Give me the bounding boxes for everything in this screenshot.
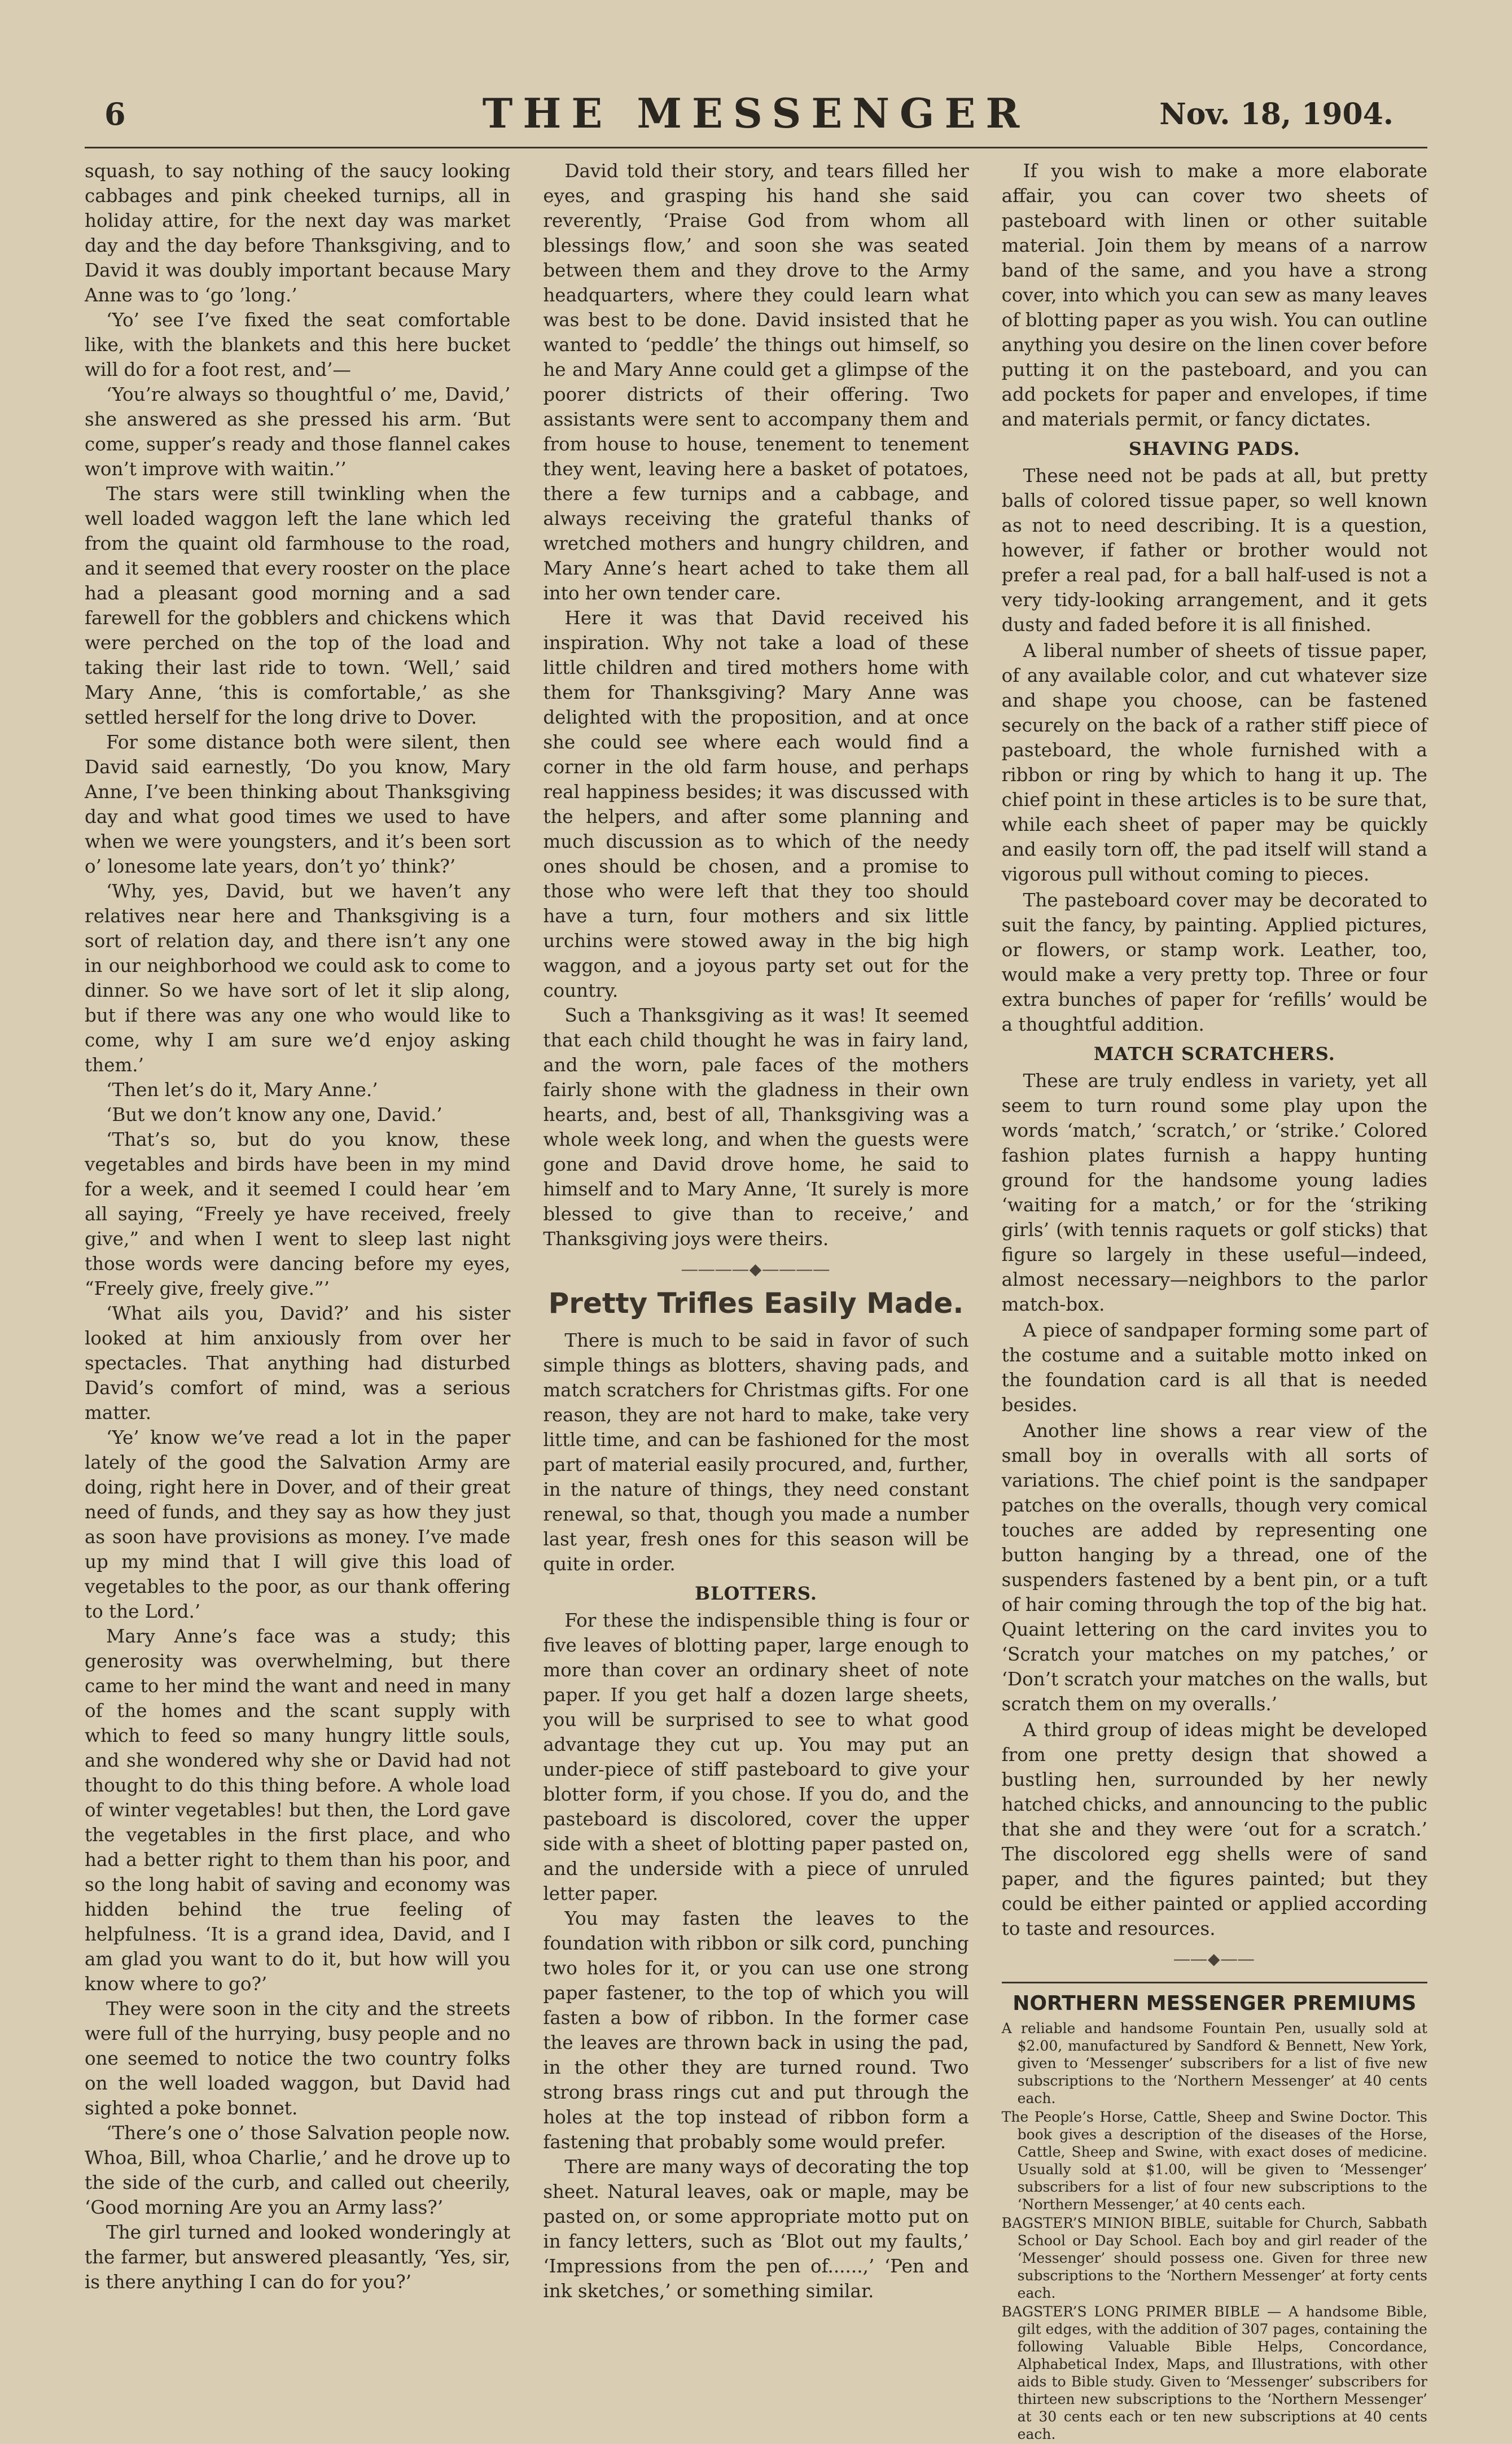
story-paragraph: ‘What ails you, David?’ and his sister looked at him anxiously from over her spectacles. That anything had disturbed David’s comfort of mind, was a serious matter. [85,1303,511,1424]
article-paragraph: A liberal number of sheets of tissue paper, of any available color, and cut whatever size and shape you choose, can be fastened securely on the back of a rather stiff piece of pasteboard, the whole furnished with a ribbon or ring by which to hang it up. The chief point in these articles is to be sure that, while each sheet of paper may be quickly and easily torn off, the pad itself will stand a vigorous pull without coming to pieces. [1001,640,1427,885]
article-paragraph: Another line shows a rear view of the small boy in overalls with all sorts of variations. The chief point is the sandpaper patches on the overalls, though very comical touches are added by representing one button hanging by a thread, one of the suspenders fastened by a bent pin, or a tuft of hair coming through the top of the big hat. Quaint lettering on the card invites you to ‘Scratch your matches on my patches,’ or ‘Don’t scratch your matches on the walls, but scratch them on my overalls.’ [1001,1420,1427,1715]
story-paragraph: ‘But we don’t know any one, David.’ [106,1104,442,1125]
story-paragraph: They were soon in the city and the streets were full of the hurrying, busy people and no one seemed to notice the two country folks on the well loaded waggon, but David had sighted a poke bonnet. [85,1998,511,2119]
article-paragraph: There are many ways of decorating the top sheet. Natural leaves, oak or maple, may be pasted on, or some appropriate motto put on in fancy letters, such as ‘Blot out my faults,’ ‘Impressions from the pen of......,’ ‘Pen and ink sketches,’ or something similar. [543,2156,969,2302]
section-divider-ornament: ――――◆―――― [681,1260,831,1278]
article-paragraph: These are truly endless in variety, yet all seem to turn round some play upon the words ‘match,’ ‘scratch,’ or ‘strike.’ Colored fashion plates furnish a happy hunting ground for the handsome young ladies ‘waiting for a match,’ or for the ‘striking girls’ (with tennis raquets or golf sticks) that figure so largely in these useful—indeed, almost necessary—neighbors to the parlor match-box. [1001,1070,1427,1315]
article-title: Pretty Trifles Easily Made. [548,1287,964,1320]
story-paragraph: ‘Then let’s do it, Mary Anne.’ [106,1079,378,1101]
story-paragraph: ‘Why, yes, David, but we haven’t any relatives near here and Thanksgiving is a sort of relation day, and there isn’t any one in our neighborhood we could ask to come to dinner. So we have sort of let it slip along, but if there was any one who would like to come, why I am sure we’d enjoy asking them.’ [85,881,511,1076]
article-paragraph: These need not be pads at all, but pretty balls of colored tissue paper, so well known as not to need describing. It is a question, however, if father or brother would not prefer a real pad, for a ball half-used is not a very tidy-looking arrangement, and it gets dusty and faded before it is all finished. [1001,465,1427,636]
premium-item: BAGSTER’S LONG PRIMER BIBLE — A handsome Bible, gilt edges, with the addition of 307 pages, containing the following Valuable Bible Helps, Concordance, Alphabetical Index, Maps, and Illustrations, with other aids to Bible study. Given to ‘Messenger’ subscribers for thirteen new subscriptions to the ‘Northern Messenger’ at 30 cents each or ten new subscriptions at 40 cents each. [1001,2303,1427,2442]
article-paragraph: For these the indispensible thing is four or five leaves of blotting paper, large enough to more than cover an ordinary sheet of note paper. If you get half a dozen large sheets, you will be surprised to see to what good advantage they cut up. You may put an under-piece of stiff pasteboard to give your blotter form, if you chose. If you do, and the pasteboard is discolored, cover the upper side with a sheet of blotting paper pasted on, and the underside with a piece of unruled letter paper. [543,1610,969,1904]
section-heading-match-scratchers: MATCH SCRATCHERS. [1093,1043,1335,1065]
column-3 [1002,159,1427,2444]
story-paragraph: The girl turned and looked wonderingly at the farmer, but answered pleasantly, ‘Yes, sir, is there anything I can do for you?’ [85,2222,511,2293]
article-paragraph: If you wish to make a more elaborate affair, you can cover two sheets of pasteboard with linen or other suitable material. Join them by means of a narrow band of the same, and you have a strong cover, into which you can sew as many leaves of blotting paper as you wish. You can outline anything you desire on the linen cover before putting it on the pasteboard, and you can add pockets for paper and envelopes, if time and materials permit, or fancy dictates. [1001,160,1427,430]
story-paragraph: Such a Thanksgiving as it was! It seemed that each child thought he was in fairy land, and the worn, pale faces of the mothers fairly shone with the gladness in their own hearts, and, best of all, Thanksgiving was a whole week long, and when the guests were gone and David drove home, he said to himself and to Mary Anne, ‘It surely is more blessed to give than to receive,’ and Thanksgiving joys were theirs. [543,1005,969,1250]
column-1 [85,159,510,2444]
story-paragraph: squash, to say nothing of the saucy looking cabbages and pink cheeked turnips, all in holiday attire, for the next day was market day and the day before Thanksgiving, and to David it was doubly important because Mary Anne was to ‘go ’long.’ [85,160,511,306]
article-paragraph: The pasteboard cover may be decorated to suit the fancy, by painting. Applied pictures, or flowers, or stamp work. Leather, too, would make a very pretty top. Three or four extra bunches of paper for ‘refills’ would be a thoughtful addition. [1001,890,1427,1035]
article-paragraph: You may fasten the leaves to the foundation with ribbon or silk cord, punching two holes for it, or you can use one strong paper fastener, to the top of which you will fasten a bow of ribbon. In the former case the leaves are thrown back in using the pad, in the other they are turned round. Two strong brass rings cut and put through the holes at the top instead of ribbon form a fastening that probably some would prefer. [543,1908,969,2153]
premium-item: The People’s Horse, Cattle, Sheep and Swine Doctor. This book gives a description of the diseases of the Horse, Cattle, Sheep and Swine, with exact doses of medicine. Usually sold at $1.00, will be given to ‘Messenger’ subscribers for a list of four new subscriptions to the ‘Northern Messenger,’ at 40 cents each. [1001,2109,1427,2213]
section-heading-blotters: BLOTTERS. [694,1583,817,1604]
section-divider-ornament: ――◆―― [1174,1950,1255,1968]
story-paragraph: ‘Yo’ see I’ve fixed the seat comfortable like, with the blankets and this here bucket will do for a foot rest, and’— [85,309,511,380]
premiums-heading: NORTHERN MESSENGER PREMIUMS [1002,1982,1427,2016]
story-paragraph: ‘There’s one o’ those Salvation people now. Whoa, Bill, whoa Charlie,’ and he drove up to the side of the curb, and called out cheerily, ‘Good morning Are you an Army lass?’ [85,2122,511,2218]
section-heading-shaving-pads: SHAVING PADS. [1128,438,1300,459]
story-paragraph: David told their story, and tears filled her eyes, and grasping his hand she said reverently, ‘Praise God from whom all blessings flow,’ and soon she was seated between them and they drove to the Army headquarters, where they could learn what was best to be done. David insisted that he wanted to ‘peddle’ the things out himself, so he and Mary Anne could get a glimpse of the poorer districts of their offering. Two assistants were sent to accompany them and from house to house, tenement to tenement they went, leaving here a basket of potatoes, there a few turnips and a cabbage, and always receiving the grateful thanks of wretched mothers and hungry children, and Mary Anne’s heart ached to take them all into her own tender care. [543,160,969,604]
story-paragraph: ‘You’re always so thoughtful o’ me, David,’ she answered as she pressed his arm. ‘But come, supper’s ready and those flannel cakes won’t improve with waitin.’’ [85,384,511,480]
column-2 [543,159,968,2444]
premium-item: BAGSTER’S MINION BIBLE, suitable for Church, Sabbath School or Day School. Each boy and girl reader of the ‘Messenger’ should possess one. Given for three new subscriptions to the ‘Northern Messenger’ at forty cents each. [1001,2215,1427,2301]
paper-title: THE MESSENGER [482,89,1030,137]
issue-date: Nov. 18, 1904. [1159,97,1393,132]
article-paragraph: There is much to be said in favor of such simple things as blotters, shaving pads, and match scratchers for Christmas gifts. For one reason, they are not hard to make, take very little time, and can be fashioned for the most part of material easily procured, and, further, in the nature of things, they need constant renewal, so that, though you made a number last year, fresh ones for this season will be quite in order. [543,1330,969,1575]
story-paragraph: ‘Ye’ know we’ve read a lot in the paper lately of the good the Salvation Army are doing, right here in Dover, and of their great need of funds, and they say as how they just as soon have provisions as money. I’ve made up my mind that I will give this load of vegetables to the poor, as our thank offering to the Lord.’ [85,1427,511,1622]
story-paragraph: Here it was that David received his inspiration. Why not take a load of these little children and tired mothers home with them for Thanksgiving? Mary Anne was delighted with the proposition, and at once she could see where each would find a corner in the old farm house, and perhaps real happiness besides; it was discussed with the helpers, and after some planning and much discussion as to which of the needy ones should be chosen, and a promise to those who were left that they too should have a turn, four mothers and six little urchins were stowed away in the big high waggon, and a joyous party set out for the country. [543,607,969,1001]
masthead [85,85,1427,148]
story-paragraph: ‘That’s so, but do you know, these vegetables and birds have been in my mind for a week, and it seemed I could hear ’em all saying, “Freely ye have received, freely give,” and when I went to sleep last night those words were dancing before my eyes, “Freely give, freely give.”’ [85,1129,511,1299]
article-paragraph: A piece of sandpaper forming some part of the costume and a suitable motto inked on the foundation card is all that is needed besides. [1001,1320,1427,1416]
story-paragraph: For some distance both were silent, then David said earnestly, ‘Do you know, Mary Anne, I’ve been thinking about Thanksgiving day and what good times we used to have when we were youngsters, and it’s been sort o’ lonesome late years, don’t yo’ think?’ [85,732,511,877]
premium-item: A reliable and handsome Fountain Pen, usually sold at $2.00, manufactured by Sandford & Bennett, New York, given to ‘Messenger’ subscribers for a list of five new subscriptions to the ‘Northern Messenger’ at 40 cents each. [1001,2020,1427,2106]
story-paragraph: The stars were still twinkling when the well loaded waggon left the lane which led from the quaint old farmhouse to the road, and it seemed that every rooster on the place had a pleasant good morning and a sad farewell for the gobblers and chickens which were perched on the top of the load and taking their last ride to town. ‘Well,’ said Mary Anne, ‘this is comfortable,’ as she settled herself for the long drive to Dover. [85,483,511,728]
story-paragraph: Mary Anne’s face was a study; this generosity was overwhelming, but there came to her mind the want and need in many of the homes and the scant supply with which to feed so many hungry little souls, and she wondered why she or David had not thought to do this thing before. A whole load of winter vegetables! but then, the Lord gave the vegetables in the first place, and who had a better right to them than his poor, and so the long habit of saving and economy was hidden behind the true feeling of helpfulness. ‘It is a grand idea, David, and I am glad you want to do it, but how will you know where to go?’ [85,1626,511,1995]
page-number: 6 [104,96,126,132]
premiums-list [1002,2020,1427,2443]
article-paragraph: A third group of ideas might be developed from one pretty design that showed a bustling hen, surrounded by her newly hatched chicks, and announcing to the public that she and they were ‘out for a scratch.’ The discolored egg shells were of sand paper, and the figures painted; but they could be either painted or applied according to taste and resources. [1001,1719,1427,1939]
